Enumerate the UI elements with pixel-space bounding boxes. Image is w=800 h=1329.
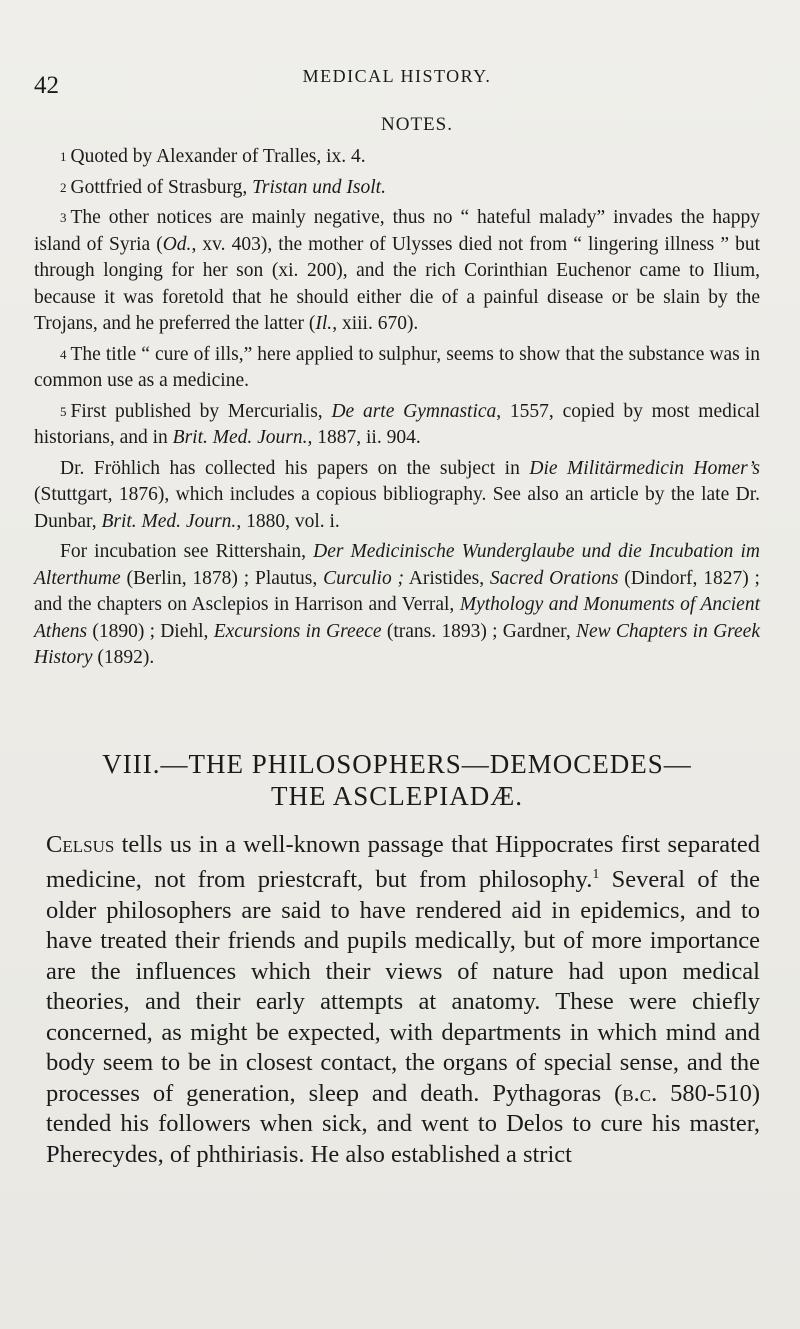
body-text xyxy=(34,830,760,1171)
note-text: Gottfried of Strasburg, xyxy=(70,176,253,198)
note-text: , 1880, vol. i. xyxy=(236,510,340,532)
note-3 xyxy=(34,205,760,338)
body-text-run: 580-510) tended his followers when sick, and went to Delos to cure his master, Pherecydes, of phthiriasis. He also established a strict xyxy=(46,1079,760,1168)
note-italic: Od. xyxy=(162,233,192,255)
body-text-run: Several of the older philosophers are said to have rendered aid in epidemics, and to have treated their friends and pupils medically, but of more importance are the influences which their views of nature had upon medical theories, and their early attempts at anatomy. These were chiefly concerned, as might be expected, with departments in which mind and body seem to be in closest contact, the organs of special sense, and the processes of generation, sleep and death. Pythagoras ( xyxy=(46,866,760,1107)
section-heading-line: VIII.—THE PHILOSOPHERS—DEMOCEDES— xyxy=(102,748,692,779)
note-italic: Der Medicinische Wunderglaube und die Incubation im Alterthume xyxy=(34,541,760,589)
lead-word: Celsus xyxy=(46,830,115,858)
note-mark: 3 xyxy=(60,210,67,225)
notes-title: NOTES. xyxy=(381,114,453,135)
note-text: For incubation see Rittershain, xyxy=(60,541,314,562)
note-text: , xiii. 670). xyxy=(332,313,419,334)
note-italic: Tristan und Isolt. xyxy=(252,176,386,198)
note-text: (1892). xyxy=(92,647,155,668)
note-mark: 4 xyxy=(60,346,67,362)
note-1 xyxy=(34,144,760,171)
note-text: Aristides, xyxy=(404,567,490,589)
note-text: First published by Mercurialis, xyxy=(70,400,332,422)
body-paragraph xyxy=(46,830,760,1171)
note-text: , 1557, copied by most medical historians, and in xyxy=(34,400,760,448)
note-5 xyxy=(34,399,760,452)
note-italic: Brit. Med. Journ. xyxy=(172,427,308,448)
note-italic: Excursions in Greece xyxy=(213,620,382,642)
note-4 xyxy=(34,342,760,395)
era-abbreviation: b.c. xyxy=(622,1079,658,1107)
note-italic: Sacred Orations xyxy=(489,567,619,589)
note-text: (trans. 1893) ; Gardner, xyxy=(381,620,576,642)
note-mark: 5 xyxy=(60,403,67,419)
note-italic: New Chapters in Greek History xyxy=(34,620,760,668)
note-text: (Dindorf, 1827) ; and the chapters on Asclepios in Harrison and Verral, xyxy=(34,567,760,615)
note-italic: Curculio ; xyxy=(323,567,405,589)
note-text: (Stuttgart, 1876), which includes a copious bibliography. See also an article by the late Dr. Dunbar, xyxy=(34,484,760,532)
page-number: 42 xyxy=(34,72,59,99)
note-froehlich xyxy=(34,456,760,536)
note-italic: Mythology and Monuments of Ancient Athens xyxy=(34,594,761,642)
note-2 xyxy=(34,175,760,202)
note-italic: Die Militärmedicin Homer’s xyxy=(529,457,760,479)
page-header xyxy=(34,62,760,99)
note-text: , xv. 403), the mother of Ulysses died not from “ lingering illness ” but through longing for her son (xi. 200), and the rich Corinthian Euchenor came to Ilium, because it was foretold that he should either die of a painful disease or be slain by the Trojans, and he preferred the latter ( xyxy=(34,233,760,334)
body-text-run: tells us in a well-known passage that Hippocrates first separated medicine, not from priestcraft, but from philosophy. xyxy=(46,830,760,893)
note-mark: 2 xyxy=(60,179,67,195)
note-text: (Berlin, 1878) ; Plautus, xyxy=(120,567,324,589)
note-italic: De arte Gymnastica xyxy=(331,400,497,422)
note-text: The other notices are mainly negative, thus no “ hateful malady” invades the happy island of Syria ( xyxy=(34,207,760,255)
note-text: Dr. Fröhlich has collected his papers on the subject in xyxy=(60,457,530,479)
notes-section xyxy=(34,144,760,672)
note-text: Quoted by Alexander of Tralles, ix. 4. xyxy=(70,146,366,167)
note-mark: 1 xyxy=(60,149,67,164)
note-text: , 1887, ii. 904. xyxy=(307,427,421,448)
section-heading-line: THE ASCLEPIADÆ. xyxy=(270,780,523,811)
section-heading xyxy=(34,748,760,812)
footnote-reference: 1 xyxy=(592,867,600,882)
note-italic: Il. xyxy=(315,313,333,334)
note-incubation xyxy=(34,539,760,672)
note-italic: Brit. Med. Journ. xyxy=(101,510,237,532)
note-text: The title “ cure of ills,” here applied to sulphur, seems to show that the substance was in common use as a medicine. xyxy=(34,343,760,391)
running-head: MEDICAL HISTORY. xyxy=(302,66,492,86)
note-text: (1890) ; Diehl, xyxy=(87,620,214,642)
